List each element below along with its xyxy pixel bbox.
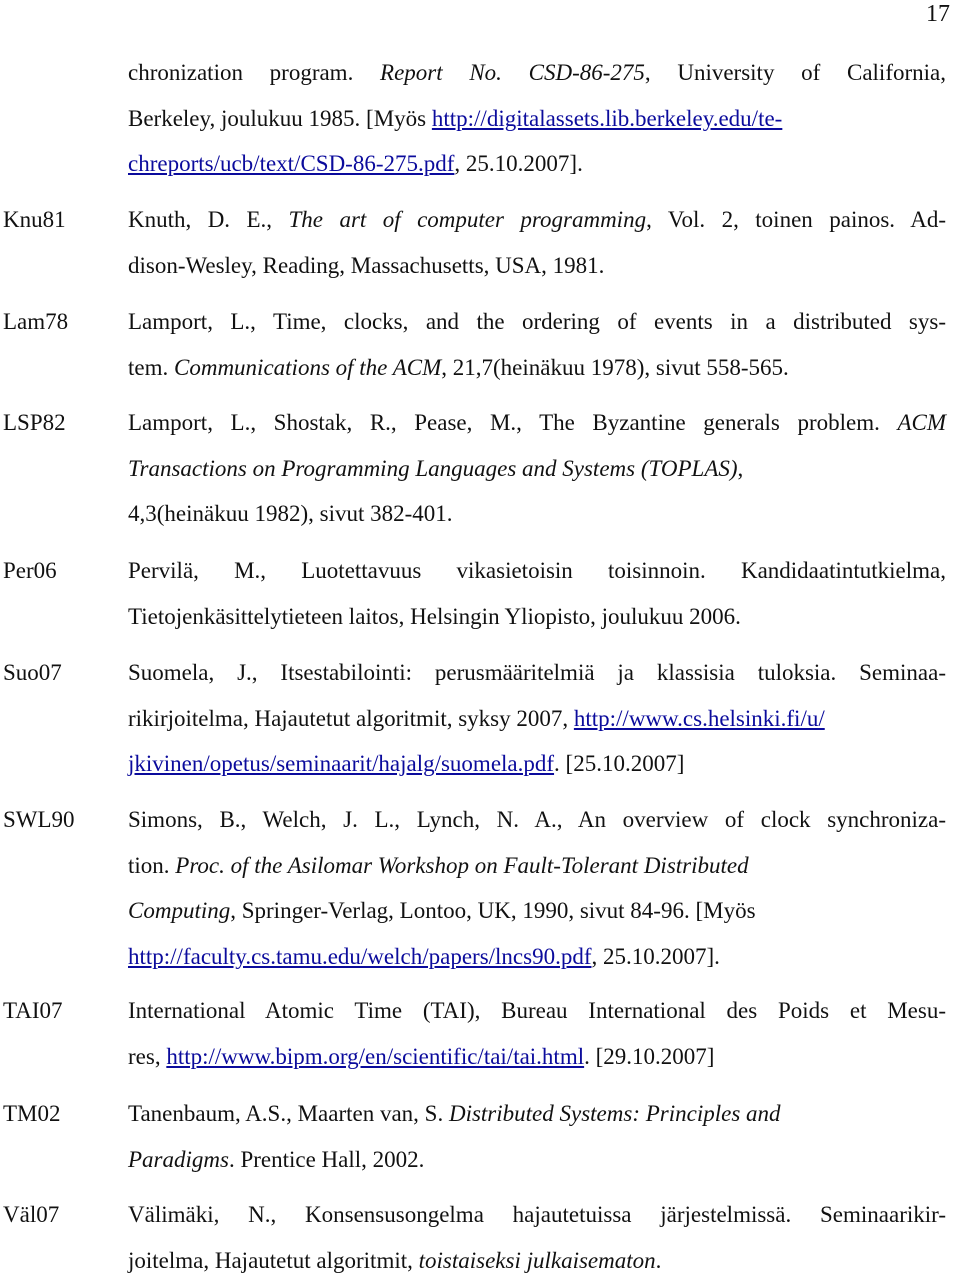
reference-body <box>128 650 946 787</box>
reference-key: TAI07 <box>3 988 62 1033</box>
reference-key: Väl07 <box>3 1192 59 1237</box>
reference-body <box>128 548 946 639</box>
reference-body <box>128 1091 946 1182</box>
reference-key: LSP82 <box>3 400 66 445</box>
reference-key: SWL90 <box>3 797 75 842</box>
reference-link[interactable]: http://faculty.cs.tamu.edu/welch/papers/lncs90.pdf <box>128 944 592 969</box>
reference-line: tem. Communications of the ACM, 21,7(heinäkuu 1978), sivut 558-565. <box>128 345 946 391</box>
reference-link[interactable]: chreports/ucb/text/CSD-86-275.pdf <box>128 151 454 176</box>
reference-line: Tanenbaum, A.S., Maarten van, S. Distributed Systems: Principles and <box>128 1091 946 1137</box>
reference-line: Paradigms. Prentice Hall, 2002. <box>128 1137 946 1183</box>
reference-body <box>128 1192 946 1283</box>
reference-line: Välimäki, N., Konsensusongelma hajautetuissa järjestelmissä. Seminaarikir- <box>128 1192 946 1238</box>
reference-line: chronization program. Report No. CSD-86-275, University of California, <box>128 50 946 96</box>
reference-line: Computing, Springer-Verlag, Lontoo, UK, 1990, sivut 84-96. [Myös <box>128 888 946 934</box>
reference-key: Suo07 <box>3 650 62 695</box>
reference-line: Pervilä, M., Luotettavuus vikasietoisin toisinnoin. Kandidaatintutkielma, <box>128 548 946 594</box>
reference-line: Simons, B., Welch, J. L., Lynch, N. A., An overview of clock synchroniza- <box>128 797 946 843</box>
reference-body <box>128 197 946 288</box>
reference-line: jkivinen/opetus/seminaarit/hajalg/suomela.pdf. [25.10.2007] <box>128 741 946 787</box>
reference-line: Transactions on Programming Languages and Systems (TOPLAS), <box>128 446 946 492</box>
reference-line: International Atomic Time (TAI), Bureau International des Poids et Mesu- <box>128 988 946 1034</box>
reference-line: chreports/ucb/text/CSD-86-275.pdf, 25.10.2007]. <box>128 141 946 187</box>
reference-body <box>128 988 946 1079</box>
reference-link[interactable]: jkivinen/opetus/seminaarit/hajalg/suomela.pdf <box>128 751 554 776</box>
reference-line: Berkeley, joulukuu 1985. [Myös http://digitalassets.lib.berkeley.edu/te- <box>128 96 946 142</box>
reference-body <box>128 400 946 537</box>
reference-line: Suomela, J., Itsestabilointi: perusmääritelmiä ja klassisia tuloksia. Seminaa- <box>128 650 946 696</box>
reference-line: http://faculty.cs.tamu.edu/welch/papers/lncs90.pdf, 25.10.2007]. <box>128 934 946 980</box>
page-number: 17 <box>926 0 950 28</box>
reference-line: dison-Wesley, Reading, Massachusetts, USA, 1981. <box>128 243 946 289</box>
reference-body <box>128 299 946 390</box>
reference-line: tion. Proc. of the Asilomar Workshop on Fault-Tolerant Distributed <box>128 843 946 889</box>
reference-line: Tietojenkäsittelytieteen laitos, Helsingin Yliopisto, joulukuu 2006. <box>128 594 946 640</box>
reference-key: TM02 <box>3 1091 61 1136</box>
reference-line: joitelma, Hajautetut algoritmit, toistaiseksi julkaisematon. <box>128 1238 946 1283</box>
reference-link[interactable]: http://www.bipm.org/en/scientific/tai/tai.html <box>166 1044 584 1069</box>
reference-line: Lamport, L., Shostak, R., Pease, M., The Byzantine generals problem. ACM <box>128 400 946 446</box>
reference-body <box>128 50 946 187</box>
reference-link[interactable]: http://digitalassets.lib.berkeley.edu/te- <box>432 106 782 131</box>
reference-line: Lamport, L., Time, clocks, and the ordering of events in a distributed sys- <box>128 299 946 345</box>
reference-key: Knu81 <box>3 197 66 242</box>
reference-line: res, http://www.bipm.org/en/scientific/tai/tai.html. [29.10.2007] <box>128 1034 946 1080</box>
reference-line: 4,3(heinäkuu 1982), sivut 382-401. <box>128 491 946 537</box>
reference-key: Per06 <box>3 548 57 593</box>
reference-body <box>128 797 946 979</box>
reference-link[interactable]: http://www.cs.helsinki.fi/u/ <box>574 706 825 731</box>
reference-key: Lam78 <box>3 299 68 344</box>
reference-line: rikirjoitelma, Hajautetut algoritmit, syksy 2007, http://www.cs.helsinki.fi/u/ <box>128 696 946 742</box>
reference-line: Knuth, D. E., The art of computer programming, Vol. 2, toinen painos. Ad- <box>128 197 946 243</box>
